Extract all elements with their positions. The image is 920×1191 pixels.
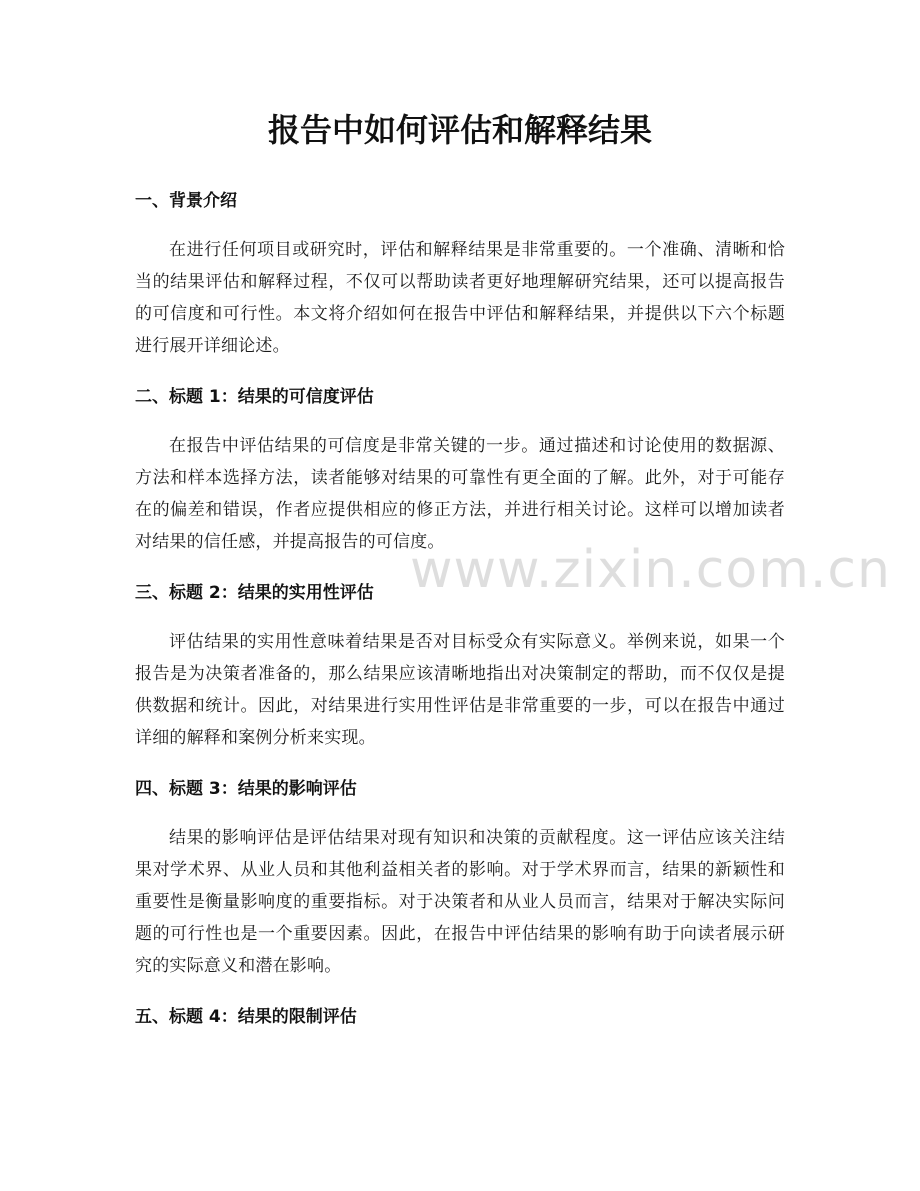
- section-body-3: 评估结果的实用性意味着结果是否对目标受众有实际意义。举例来说，如果一个报告是为决策者准备的，那么结果应该清晰地指出对决策制定的帮助，而不仅仅是提供数据和统计。因此，对结果进行实用性评估是非常重要的一步，可以在报告中通过详细的解释和案例分析来实现。: [135, 632, 785, 748]
- section-heading-5: 五、标题 4：结果的限制评估: [135, 1007, 357, 1027]
- section-heading-2: 二、标题 1：结果的可信度评估: [135, 387, 374, 407]
- section-body-1: 在进行任何项目或研究时，评估和解释结果是非常重要的。一个准确、清晰和恰当的结果评估和解释过程，不仅可以帮助读者更好地理解研究结果，还可以提高报告的可信度和可行性。本文将介绍如何在报告中评估和解释结果，并提供以下六个标题进行展开详细论述。: [135, 240, 785, 356]
- section-heading-1: 一、背景介绍: [135, 191, 237, 211]
- document-content: [135, 186, 785, 1050]
- section-body-2: 在报告中评估结果的可信度是非常关键的一步。通过描述和讨论使用的数据源、方法和样本选择方法，读者能够对结果的可靠性有更全面的了解。此外，对于可能存在的偏差和错误，作者应提供相应的修正方法，并进行相关讨论。这样可以增加读者对结果的信任感，并提高报告的可信度。: [135, 436, 785, 552]
- document-title: 报告中如何评估和解释结果: [267, 111, 652, 149]
- watermark: www.zixin.com.cn: [410, 540, 891, 600]
- section-heading-4: 四、标题 3：结果的影响评估: [135, 779, 357, 799]
- section-body-4: 结果的影响评估是评估结果对现有知识和决策的贡献程度。这一评估应该关注结果对学术界、从业人员和其他利益相关者的影响。对于学术界而言，结果的新颖性和重要性是衡量影响度的重要指标。对于决策者和从业人员而言，结果对于解决实际问题的可行性也是一个重要因素。因此，在报告中评估结果的影响有助于向读者展示研究的实际意义和潜在影响。: [135, 828, 785, 976]
- section-heading-3: 三、标题 2：结果的实用性评估: [135, 583, 374, 603]
